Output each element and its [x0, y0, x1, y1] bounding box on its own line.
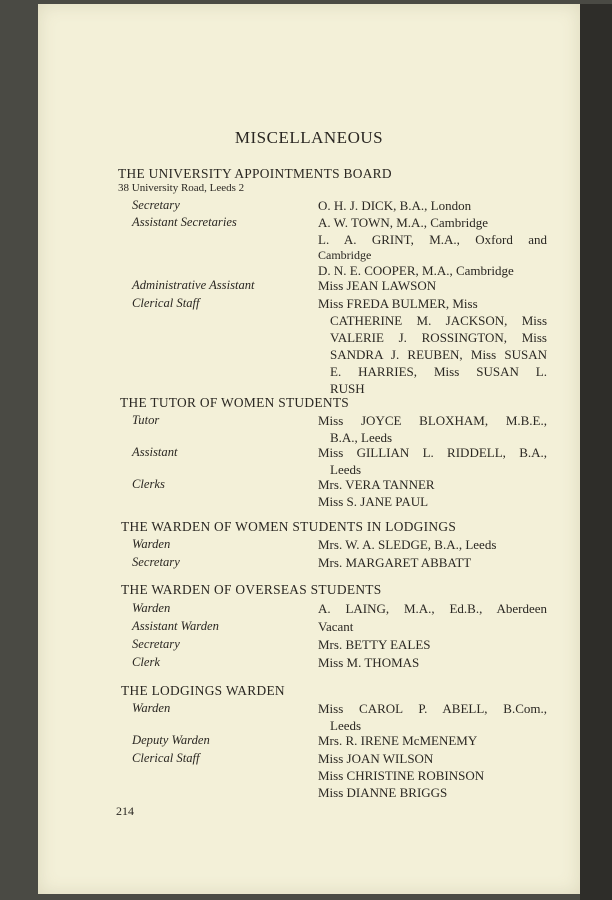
warden-women-lodgings-heading: THE WARDEN OF WOMEN STUDENTS IN LODGINGS — [121, 519, 457, 534]
lodgings-warden-line-1: Miss CAROL P. ABELL, B.Com., — [318, 701, 547, 716]
appointments-board-address: 38 University Road, Leeds 2 — [118, 182, 245, 194]
name-administrative-assistant: Miss JEAN LAWSON — [318, 278, 437, 293]
name-deputy-warden: Mrs. R. IRENE McMENEMY — [318, 733, 478, 748]
name-secretary-women: Mrs. MARGARET ABBATT — [318, 555, 472, 570]
name-clerk-overseas: Miss M. THOMAS — [318, 655, 420, 670]
tutor-line-2: B.A., Leeds — [330, 430, 393, 445]
role-warden-women: Warden — [132, 537, 171, 551]
role-secretary-women: Secretary — [132, 555, 180, 569]
clerical-line-1: Miss FREDA BULMER, Miss — [318, 296, 478, 311]
role-assistant-secretaries: Assistant Secretaries — [132, 215, 237, 229]
warden-overseas-heading: THE WARDEN OF OVERSEAS STUDENTS — [121, 582, 382, 597]
assistant-secretary-3: D. N. E. COOPER, M.A., Cambridge — [318, 263, 514, 278]
names-tutor — [318, 412, 547, 446]
document-page — [38, 4, 580, 894]
names-assistant-secretaries — [318, 214, 547, 279]
page-title: MISCELLANEOUS — [234, 128, 384, 147]
page-edge-shadow — [580, 4, 612, 900]
role-clerical-staff: Clerical Staff — [132, 296, 200, 310]
name-warden-women: Mrs. W. A. SLEDGE, B.A., Leeds — [318, 537, 497, 552]
lodgings-clerical-1: Miss JOAN WILSON — [318, 751, 434, 766]
clerical-line-4: SANDRA J. REUBEN, Miss SUSAN — [330, 347, 547, 362]
lodgings-warden-line-2: Leeds — [330, 718, 362, 733]
names-clerical-staff — [318, 295, 547, 397]
name-secretary-overseas: Mrs. BETTY EALES — [318, 637, 431, 652]
clerical-line-3: VALERIE J. ROSSINGTON, Miss — [330, 330, 547, 345]
role-administrative-assistant: Administrative Assistant — [132, 278, 255, 292]
name-secretary: O. H. J. DICK, B.A., London — [318, 198, 472, 213]
role-lodgings-warden: Warden — [132, 701, 171, 715]
name-assistant-warden: Vacant — [318, 619, 354, 634]
clerical-line-5: E. HARRIES, Miss SUSAN L. — [330, 364, 547, 379]
assistant-secretary-1: A. W. TOWN, M.A., Cambridge — [318, 215, 488, 230]
names-lodgings-warden — [318, 700, 547, 734]
role-warden-overseas: Warden — [132, 601, 171, 615]
tutor-line-1: Miss JOYCE BLOXHAM, M.B.E., — [318, 413, 547, 428]
appointments-board-heading: THE UNIVERSITY APPOINTMENTS BOARD — [118, 166, 392, 181]
names-assistant — [318, 444, 547, 478]
role-clerk-overseas: Clerk — [132, 655, 160, 669]
names-clerical-staff-lodgings — [318, 750, 547, 801]
lodgings-clerical-2: Miss CHRISTINE ROBINSON — [318, 768, 485, 783]
role-assistant: Assistant — [132, 445, 178, 459]
clerical-line-6: RUSH — [330, 381, 365, 396]
clerical-line-2: CATHERINE M. JACKSON, Miss — [330, 313, 547, 328]
role-deputy-warden: Deputy Warden — [132, 733, 210, 747]
page-number: 214 — [116, 804, 134, 818]
role-secretary: Secretary — [132, 198, 180, 212]
lodgings-warden-heading: THE LODGINGS WARDEN — [121, 683, 285, 698]
clerks-line-1: Mrs. VERA TANNER — [318, 477, 435, 492]
role-assistant-warden: Assistant Warden — [132, 619, 219, 633]
assistant-line-1: Miss GILLIAN L. RIDDELL, B.A., — [318, 445, 547, 460]
assistant-line-2: Leeds — [330, 462, 362, 477]
role-secretary-overseas: Secretary — [132, 637, 180, 651]
assistant-secretary-2: L. A. GRINT, M.A., Oxford and — [318, 232, 547, 247]
tutor-women-heading: THE TUTOR OF WOMEN STUDENTS — [120, 395, 350, 410]
clerks-line-2: Miss S. JANE PAUL — [318, 494, 429, 509]
lodgings-clerical-3: Miss DIANNE BRIGGS — [318, 785, 448, 800]
role-tutor: Tutor — [132, 413, 160, 427]
names-clerks — [318, 476, 547, 510]
role-clerks: Clerks — [132, 477, 165, 491]
name-warden-overseas: A. LAING, M.A., Ed.B., Aberdeen — [318, 601, 547, 616]
assistant-secretary-2-cont: Cambridge — [318, 248, 372, 262]
role-clerical-staff-lodgings: Clerical Staff — [132, 751, 200, 765]
